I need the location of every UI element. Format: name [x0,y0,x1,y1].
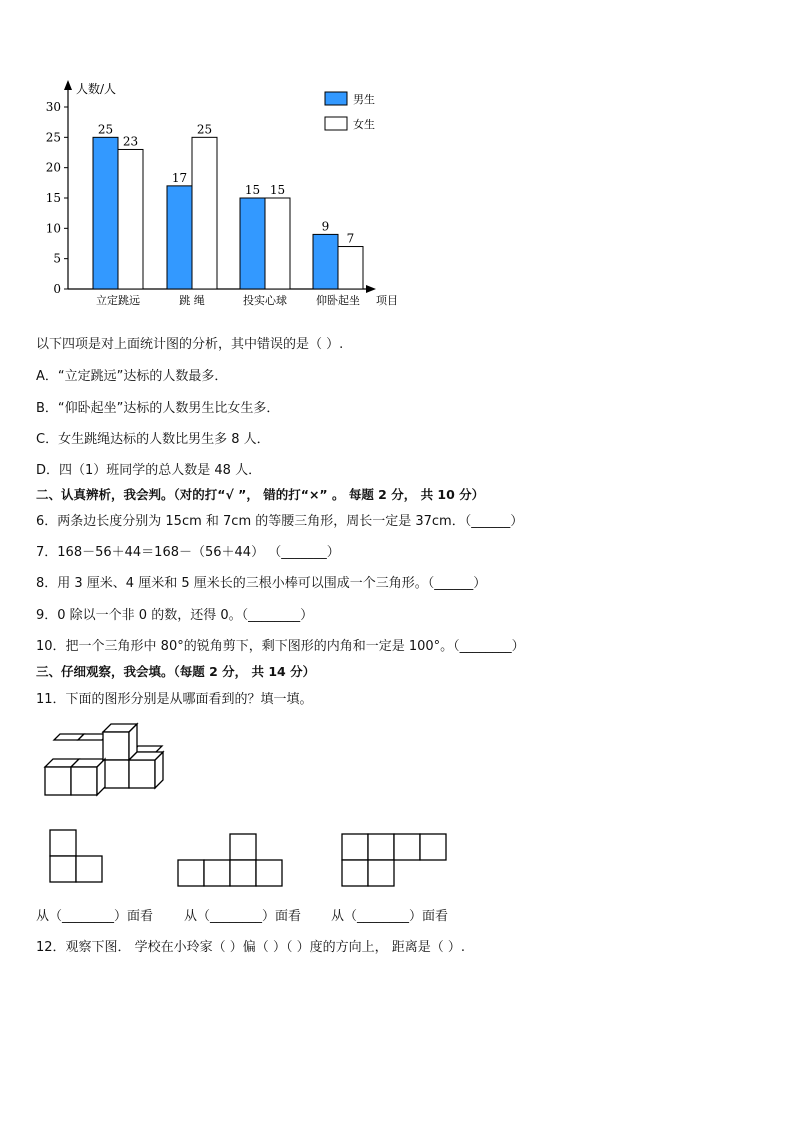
cube-front-face [129,760,155,788]
q5-option-a: A．“立定跳远”达标的人数最多． [36,369,228,384]
view-square [76,856,102,882]
view-square [368,834,394,860]
q12: 12．观察下图． 学校在小玲家（ ）偏（ ）（ ）度的方向上， 距离是（ ）. [36,940,465,955]
view-square [256,860,282,886]
q11-blank-2: 从（________）面看 [184,909,302,924]
x-axis-label: 项目 [376,294,398,307]
view-figure-3 [338,830,450,892]
bar-value-label: 7 [346,231,355,246]
q11-blank-1: 从（________）面看 [36,909,154,924]
bar-value-label: 15 [244,183,261,197]
bar-value-label: 25 [196,122,213,137]
view-square [394,834,420,860]
chart-legend [325,92,375,131]
bar-value-label: 25 [97,122,114,137]
q11-blank-3: 从（________）面看 [331,909,449,924]
cube-front-face [45,767,71,795]
chart-bars [93,122,363,307]
view-square [368,860,394,886]
y-tick-label: 20 [45,160,61,175]
legend-label: 男生 [353,93,375,106]
bar-boys [93,137,118,289]
x-tick-label: 跳 绳 [179,294,205,307]
legend-swatch [325,117,347,130]
q5-option-b: B．“仰卧起坐”达标的人数男生比女生多． [36,401,280,416]
y-tick-label: 15 [45,191,61,205]
x-tick-label: 仰卧起坐 [316,294,360,307]
legend-label: 女生 [353,118,375,131]
view-square [50,856,76,882]
q9: 9．0 除以一个非 0 的数，还得 0。（________） [36,608,314,623]
section2-title: 二、认真辨析，我会判。（对的打“√ ”， 错的打“×” 。 每题 2 分， 共 10 分） [36,487,485,502]
y-tick-label: 5 [53,251,61,266]
q8: 8．用 3 厘米、4 厘米和 5 厘米长的三根小棒可以围成一个三角形。（______） [36,576,487,591]
y-tick-label: 0 [53,282,61,296]
bar-chart [0,0,420,320]
view-square [204,860,230,886]
bar-girls [265,198,290,289]
cube-front-face [103,760,129,788]
q11: 11．下面的图形分别是从哪面看到的？填一填。 [36,692,313,707]
q5-option-d: D．四（1）班同学的总人数是 48 人． [36,463,262,478]
legend-swatch [325,92,347,105]
cube-front-face [103,732,129,760]
q5-option-c: C．女生跳绳达标的人数比男生多 8 人． [36,432,270,447]
q6: 6．两条边长度分别为 15cm 和 7cm 的等腰三角形，周长一定是 37cm．（______） [36,514,524,529]
bar-value-label: 23 [122,134,139,149]
bar-value-label: 15 [269,183,286,197]
view-square [420,834,446,860]
bar-girls [118,149,143,289]
view-square [178,860,204,886]
view-figure-2 [174,830,286,892]
view-square [342,834,368,860]
view-figure-1 [44,826,108,888]
bar-boys [313,234,338,289]
q5-stem: 以下四项是对上面统计图的分析，其中错误的是（ ）. [36,337,344,352]
bar-value-label: 17 [171,170,188,185]
y-tick-label: 30 [45,100,61,114]
y-tick-label: 10 [45,221,61,236]
bar-value-label: 9 [321,219,330,234]
cube-front-face [71,767,97,795]
bar-boys [167,186,192,289]
view-square [342,860,368,886]
section3-title: 三、仔细观察，我会填。（每题 2 分， 共 14 分） [36,664,316,679]
bar-girls [338,247,363,289]
y-axis-label: 人数/人 [76,82,117,96]
x-tick-label: 投实心球 [243,294,287,307]
view-square [230,860,256,886]
view-square [50,830,76,856]
q7: 7．168－56＋44＝168－（56＋44） （_______） [36,545,340,560]
bar-boys [240,198,265,289]
cube-figure [40,722,170,802]
view-square [230,834,256,860]
q10: 10．把一个三角形中 80°的锐角剪下，剩下图形的内角和一定是 100°。（________） [36,639,525,654]
bar-girls [192,137,217,289]
y-axis-arrow [64,80,72,90]
x-axis-arrow [366,285,376,293]
x-tick-label: 立定跳远 [96,294,140,307]
y-tick-label: 25 [45,130,61,145]
